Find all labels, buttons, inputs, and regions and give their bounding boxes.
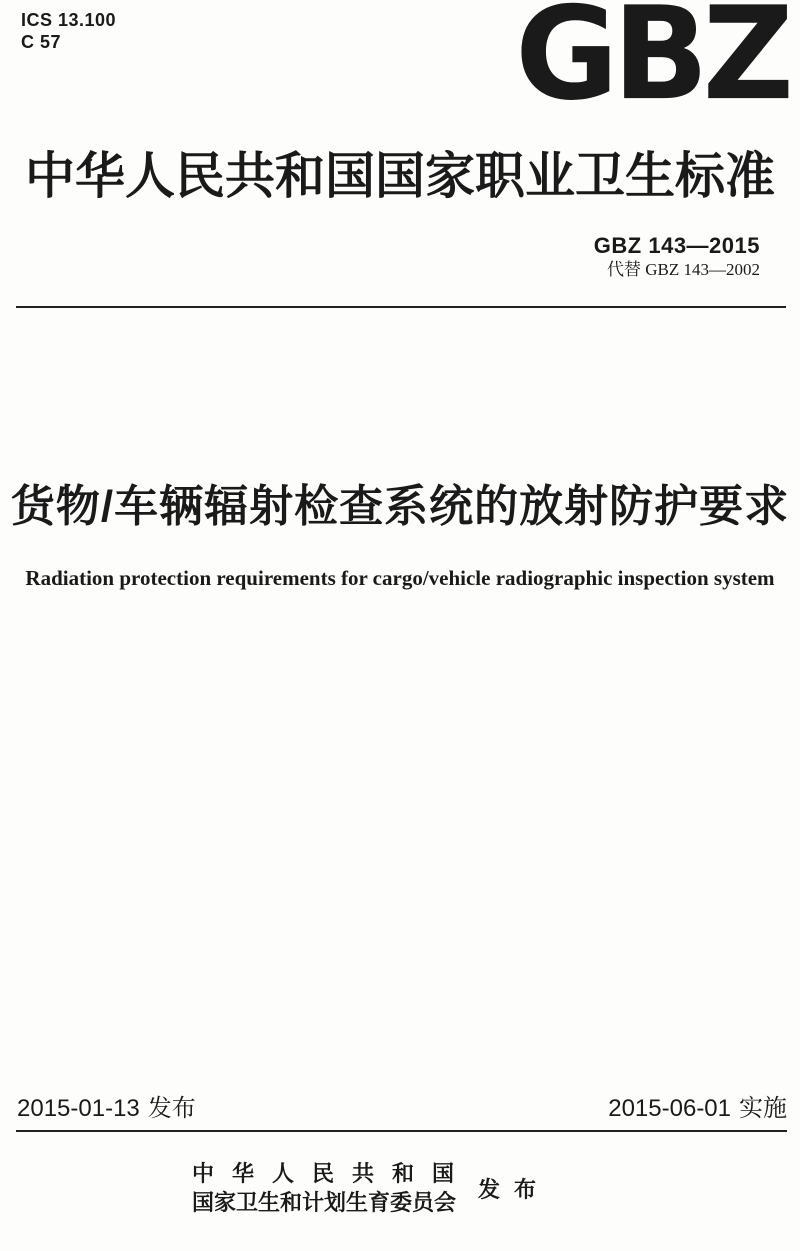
issue-date-label: 发布	[147, 1095, 196, 1122]
category-code: C 57	[21, 31, 62, 52]
standard-number: GBZ 143—2015	[593, 233, 760, 258]
ics-code: ICS 13.100	[21, 10, 117, 30]
dates-row	[17, 1096, 787, 1122]
standard-series-title: 中华人民共和国国家职业卫生标准	[25, 148, 775, 204]
issued-by-label: 发布	[478, 1176, 551, 1202]
publisher-names	[191, 1159, 472, 1218]
publisher-block	[0, 1159, 764, 1218]
document-title-zh: 货物/车辆辐射检查系统的放射防护要求	[10, 482, 790, 531]
footer-divider-rule	[16, 1130, 787, 1132]
replaces-note: 代替 GBZ 143—2002	[607, 260, 760, 280]
implementation-date: 2015-06-01	[608, 1095, 731, 1122]
issue-date: 2015-01-13	[17, 1095, 140, 1122]
header-divider-rule	[16, 306, 786, 308]
gbz-logo: GBZ	[515, 0, 788, 129]
implementation-date-item	[608, 1096, 787, 1122]
implementation-date-label: 实施	[739, 1095, 787, 1122]
publisher-country: 中华人民共和国	[191, 1161, 472, 1186]
standard-number-block	[594, 234, 760, 280]
ics-code-block	[21, 10, 116, 54]
issue-date-item	[17, 1096, 196, 1122]
publisher-agency: 国家卫生和计划生育委员会	[191, 1190, 456, 1216]
document-title-en: Radiation protection requirements for cargo/vehicle radiographic inspection system	[25, 566, 775, 590]
